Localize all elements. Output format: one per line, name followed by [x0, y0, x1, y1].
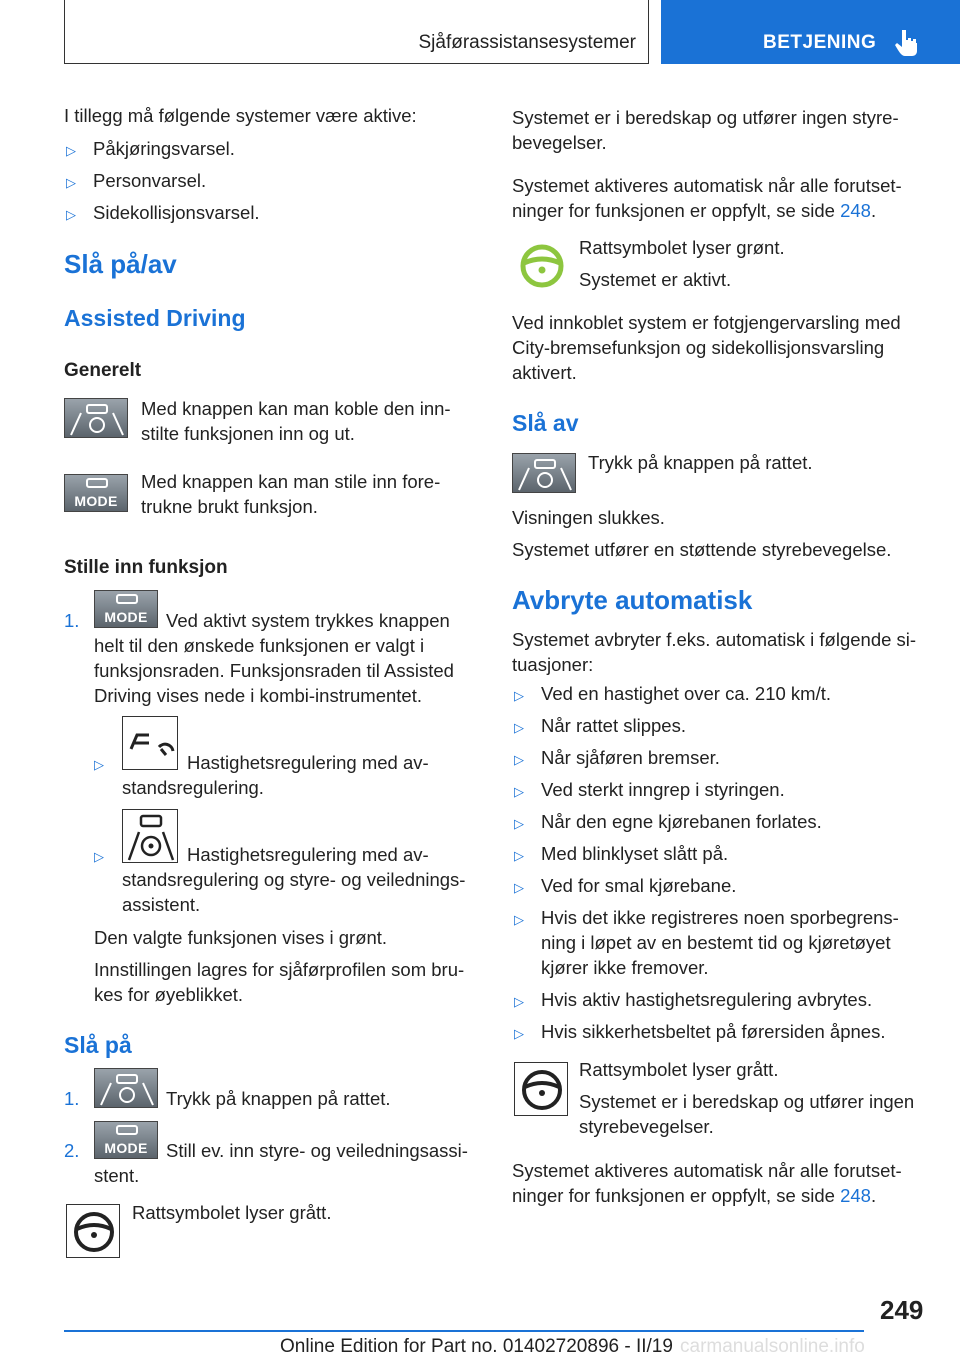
list-item: Personvarsel.: [93, 170, 207, 191]
mode-label: MODE: [104, 1140, 148, 1156]
bullet-icon: ▷: [514, 784, 524, 799]
header-chapter-title: BETJENING: [763, 32, 877, 53]
list-item: Når den egne kjørebanen forlates.: [541, 811, 822, 832]
p4-b: [512, 1183, 876, 1208]
p2-a: Systemet aktiveres automatisk når alle forutset-: [512, 175, 902, 196]
bullet-icon: ▷: [514, 848, 524, 863]
header-section-title: Sjåførassistansesystemer: [418, 32, 636, 53]
step1-text-b: helt til den ønskede funksjonen er valgt i: [94, 635, 425, 656]
steering-wheel-grey-icon: [67, 1205, 121, 1259]
grey-text-2: Systemet er i beredskap og utfører ingen: [579, 1091, 915, 1112]
heading-set-function: Stille inn funksjon: [64, 557, 228, 578]
list-item: Sidekollisjonsvarsel.: [93, 202, 260, 223]
bullet-icon: ▷: [66, 175, 76, 190]
sub2-text-a: Hastighetsregulering med av-: [187, 844, 429, 865]
header-section-box: [64, 0, 649, 64]
list-item: Hvis sikkerhetsbeltet på førersiden åpnes.: [541, 1021, 886, 1042]
p3-c: aktivert.: [512, 362, 577, 383]
page-link[interactable]: 248: [840, 1185, 871, 1206]
heading-assisted-driving: Assisted Driving: [64, 305, 246, 331]
footer-divider: [64, 1330, 864, 1332]
mode-button-image: [64, 474, 128, 512]
heading-on-off: Slå på/av: [64, 249, 177, 279]
assist-button-image: [64, 398, 128, 438]
sub1-text-b: standsregulering.: [122, 777, 264, 798]
off-text-3: Systemet utfører en støttende styrebevegelse.: [512, 539, 892, 560]
mode-label: MODE: [74, 493, 118, 509]
switch-on-step1: Trykk på knappen på rattet.: [166, 1088, 391, 1109]
intro-text: I tillegg må følgende systemer være aktive:: [64, 105, 417, 126]
header-chapter-tab[interactable]: [661, 0, 960, 64]
bullet-icon: ▷: [94, 849, 104, 864]
step1-text-c: funksjonsraden. Funksjonsraden til Assisted: [94, 660, 454, 681]
mode-button-image: [94, 590, 158, 628]
save-text-b: kes for øyeblikket.: [94, 984, 244, 1005]
green-text-1: Rattsymbolet lyser grønt.: [579, 237, 785, 258]
bullet-icon: ▷: [514, 688, 524, 703]
grey-text-3: styrebevegelser.: [579, 1116, 714, 1137]
abort-text-a: Systemet avbryter f.eks. automatisk i følgende si-: [512, 629, 917, 650]
step-number: 1.: [64, 610, 80, 631]
p3-b: City-bremsefunksjon og sidekollisjonsvarsling: [512, 337, 885, 358]
bullet-icon: ▷: [66, 143, 76, 158]
list-item: Når rattet slippes.: [541, 715, 686, 736]
grey-steering-box: [514, 1062, 568, 1116]
steering-assist-icon: [123, 810, 179, 864]
switch-on-step2b: stent.: [94, 1165, 140, 1186]
assist-steering-icon: [65, 399, 129, 439]
hand-pointer-icon: [893, 26, 923, 56]
list-item: Hvis aktiv hastighetsregulering avbrytes.: [541, 989, 873, 1010]
bullet-icon: ▷: [94, 757, 104, 772]
p1-b: bevegelser.: [512, 132, 607, 153]
abort-text-b: tuasjoner:: [512, 654, 594, 675]
list-item: Ved sterkt inngrep i styringen.: [541, 779, 785, 800]
general-text-2a: Med knappen kan man stile inn fore-: [141, 471, 441, 492]
step1-text-a: Ved aktivt system trykkes knappen: [166, 610, 450, 631]
general-text-1a: Med knappen kan man koble den inn-: [141, 398, 451, 419]
bullet-icon: ▷: [514, 720, 524, 735]
bullet-icon: ▷: [514, 752, 524, 767]
list-item: Påkjøringsvarsel.: [93, 138, 235, 159]
list-item-cont: ning i løpet av en bestemt tid og kjøretøyet: [541, 932, 891, 953]
watermark: carmanualsonline.info: [680, 1336, 865, 1357]
general-text-1b: stilte funksjonen inn og ut.: [141, 423, 355, 444]
bullet-icon: ▷: [514, 1026, 524, 1041]
grey-text-1: Rattsymbolet lyser grått.: [579, 1059, 779, 1080]
assist-steering-icon: [513, 454, 577, 494]
heading-switch-on: Slå på: [64, 1032, 132, 1058]
p1-a: Systemet er i beredskap og utfører ingen styre-: [512, 107, 899, 128]
list-item: Med blinklyset slått på.: [541, 843, 729, 864]
switch-off-text: Trykk på knappen på rattet.: [588, 452, 813, 473]
list-item: Hvis det ikke registreres noen sporbegrens-: [541, 907, 899, 928]
grey-text: Rattsymbolet lyser grått.: [132, 1202, 332, 1223]
steering-wheel-green-icon: [516, 240, 568, 292]
heading-general: Generelt: [64, 360, 142, 381]
bullet-icon: ▷: [514, 816, 524, 831]
p4-a: Systemet aktiveres automatisk når alle forutset-: [512, 1160, 902, 1181]
list-item: Ved for smal kjørebane.: [541, 875, 737, 896]
heading-abort: Avbryte automatisk: [512, 585, 753, 615]
bullet-icon: ▷: [514, 912, 524, 927]
grey-steering-box: [66, 1204, 120, 1258]
green-text: Den valgte funksjonen vises i grønt.: [94, 927, 388, 948]
assist-steering-icon: [95, 1069, 159, 1109]
list-item: Ved en hastighet over ca. 210 km/t.: [541, 683, 832, 704]
cruise-distance-icon: [123, 717, 179, 771]
list-item-cont: kjører ikke fremover.: [541, 957, 709, 978]
page-number: 249: [880, 1295, 924, 1325]
p3-a: Ved innkoblet system er fotgjengervarsling med: [512, 312, 901, 333]
bullet-icon: ▷: [514, 880, 524, 895]
green-text-2: Systemet er aktivt.: [579, 269, 732, 290]
assist-button-image: [512, 453, 576, 493]
step-number: 1.: [64, 1088, 80, 1109]
p4-b-text: ninger for funksjonen er oppfylt, se side: [512, 1185, 835, 1206]
green-steering-box: [516, 240, 568, 292]
bullet-icon: ▷: [66, 207, 76, 222]
page-link[interactable]: 248: [840, 200, 871, 221]
off-text-2: Visningen slukkes.: [512, 507, 665, 528]
sub1-text-a: Hastighetsregulering med av-: [187, 752, 429, 773]
heading-switch-off: Slå av: [512, 410, 579, 436]
assist-button-image: [94, 1068, 158, 1108]
list-item: Når sjåføren bremser.: [541, 747, 720, 768]
p2-b: [512, 198, 876, 223]
bullet-icon: ▷: [514, 994, 524, 1009]
mode-label: MODE: [104, 609, 148, 625]
acc-distance-icon-box: [122, 716, 178, 770]
steering-wheel-grey-icon: [515, 1063, 569, 1117]
switch-on-step2a: Still ev. inn styre- og veiledningsassi-: [166, 1140, 468, 1161]
step-number: 2.: [64, 1140, 80, 1161]
p4-dot: .: [870, 1185, 877, 1206]
step1-text-d: Driving vises nede i kombi-instrumentet.: [94, 685, 422, 706]
p2-dot: .: [870, 200, 877, 221]
sub2-text-c: assistent.: [122, 894, 201, 915]
footer-edition: Online Edition for Part no. 01402720896 - II/19: [280, 1336, 673, 1357]
assist-icon-box: [122, 809, 178, 863]
general-text-2b: trukne brukt funksjon.: [141, 496, 318, 517]
sub2-text-b: standsregulering og styre- og veilednings-: [122, 869, 466, 890]
mode-button-image: [94, 1121, 158, 1159]
save-text-a: Innstillingen lagres for sjåførprofilen som bru-: [94, 959, 465, 980]
p2-b-text: ninger for funksjonen er oppfylt, se side: [512, 200, 835, 221]
